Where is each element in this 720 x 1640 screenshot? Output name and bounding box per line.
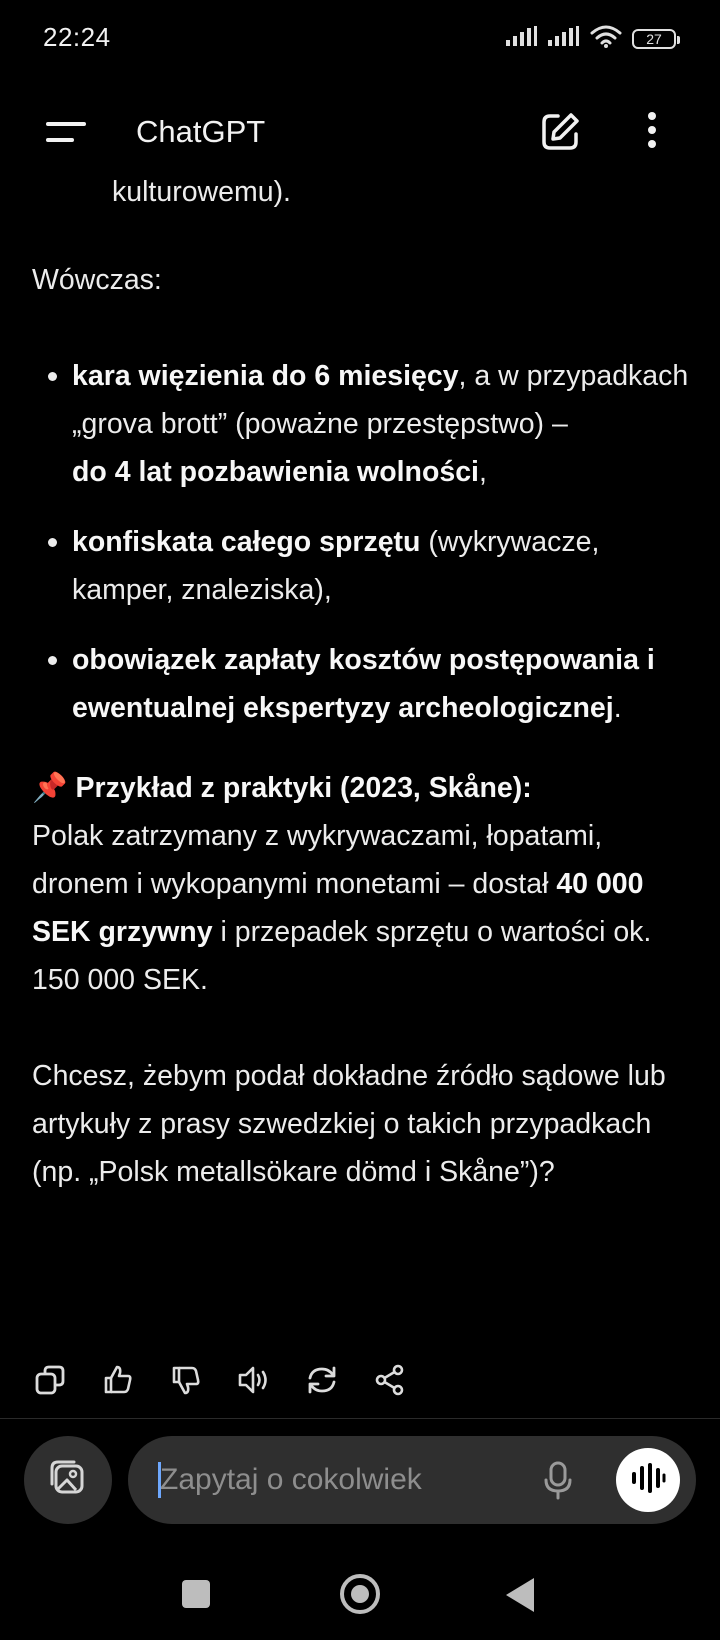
bold-text: konfiskata całego sprzętu — [72, 526, 421, 558]
example-paragraph — [32, 764, 690, 1004]
message-intro: Wówczas: — [32, 264, 162, 296]
list-text: (wykrywacze, kamper, znaleziska), — [72, 526, 600, 606]
example-text: Polak zatrzymany z wykrywaczami, łopatami, dronem i wykopanymi monetami – dostał — [32, 820, 603, 900]
example-heading: Przykład z praktyki (2023, Skåne): — [75, 772, 532, 804]
voice-mode-button[interactable] — [616, 1448, 680, 1512]
message-input[interactable] — [160, 1436, 520, 1524]
pushpin-icon: 📌 — [32, 772, 68, 804]
read-aloud-icon[interactable] — [236, 1362, 272, 1398]
app-header — [0, 90, 720, 174]
bold-text: do 4 lat pozbawienia wolności — [72, 456, 479, 488]
list-item — [32, 518, 690, 614]
system-navigation-bar — [0, 1560, 720, 1630]
follow-up-question: Chcesz, żebym podał dokładne źródło sądowe lub artykuły z prasy szwedzkiej o takich przypadkach (np. „Polsk metallsökare dömd i Skåne”)? — [32, 1060, 666, 1188]
bold-text: obowiązek zapłaty kosztów postępowania i ewentualnej ekspertyzy archeologicznej — [72, 644, 655, 724]
home-button[interactable] — [340, 1574, 380, 1614]
voice-waveform-icon — [630, 1462, 666, 1499]
composer — [128, 1436, 696, 1524]
list-item — [32, 352, 690, 496]
bold-text: kara więzienia do 6 miesięcy — [72, 360, 459, 392]
bold-text: 40 000 SEK grzywny — [32, 868, 644, 948]
thumbs-up-icon[interactable] — [100, 1362, 136, 1398]
assistant-message — [32, 176, 690, 1196]
more-options-icon[interactable] — [630, 110, 674, 154]
penalty-list — [32, 352, 690, 732]
text-caret — [158, 1462, 161, 1498]
image-attach-icon — [46, 1456, 90, 1505]
menu-icon[interactable] — [44, 114, 92, 154]
new-chat-icon[interactable] — [538, 110, 582, 154]
recents-button[interactable] — [182, 1580, 210, 1608]
example-text: i przepadek sprzętu o wartości ok. 150 000 SEK. — [32, 916, 652, 996]
list-text: , — [478, 456, 487, 488]
battery-icon: 27 — [632, 29, 676, 49]
thumbs-down-icon[interactable] — [168, 1362, 204, 1398]
list-item — [32, 636, 690, 732]
app-title[interactable]: ChatGPT — [136, 114, 266, 149]
regenerate-icon[interactable] — [304, 1362, 340, 1398]
list-text: . — [613, 692, 622, 724]
copy-icon[interactable] — [32, 1362, 68, 1398]
status-bar — [0, 0, 720, 80]
wifi-icon — [590, 24, 622, 53]
attach-image-button[interactable] — [24, 1436, 112, 1524]
clipped-text-line: kulturowemu). — [112, 176, 291, 208]
status-time: 22:24 — [43, 22, 111, 52]
share-icon[interactable] — [372, 1362, 408, 1398]
microphone-icon[interactable] — [536, 1458, 580, 1502]
signal-icon-2 — [548, 26, 580, 51]
divider — [0, 1418, 720, 1419]
message-actions — [32, 1362, 408, 1398]
signal-icon — [506, 26, 538, 51]
list-text: , a w przypadkach „grova brott” (poważne przestępstwo) – — [72, 360, 689, 440]
status-icons — [506, 24, 676, 53]
back-button[interactable] — [506, 1578, 534, 1612]
